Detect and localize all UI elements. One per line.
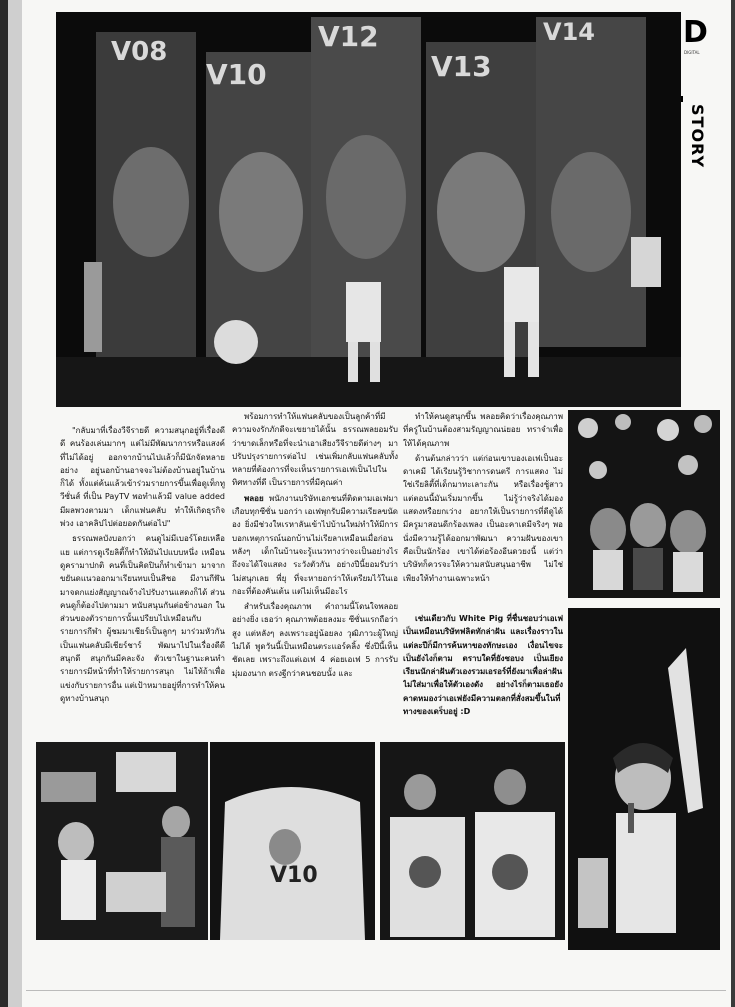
crowd-shirts-photo	[380, 742, 565, 940]
performer	[504, 267, 539, 322]
scan-shadow-left	[8, 0, 22, 1007]
screen-label: V10	[206, 58, 267, 91]
singer-photo-graphic	[568, 608, 720, 950]
screen-face	[219, 152, 303, 272]
article-column-4	[403, 612, 563, 732]
scan-edge-left	[0, 0, 8, 1007]
screen-face	[437, 152, 525, 272]
performer	[214, 320, 258, 364]
page-bottom-rule	[26, 990, 726, 991]
section-title: STORY	[688, 104, 707, 169]
section-rule	[681, 96, 683, 102]
article-paragraph: เช่นเดียวกับ White Pig ที่ชื่นชอบว่าเอเฟเป็นเหมือนบริษัทฟลิตทักล่าฝัน และเรื่องราวในแต่ละปีก็มีการค้นหาของทักษะเอง เงื่อนไขจะเป็นยังไงก็ตาม ตราบใดที่ยังชอบง เป็นเยียงเรียนนักล่าฝันตัวเองรวมเอรอร์ที่ยังมาเพื่อล่าฝัน ไม่ใส่มาเพื่อให้ตัวเองดัง อย่างไรก็ตามเธอยังคาดหมองว่าเอเฟยังมีความตลกที่สั่งสมขึ้นในที่ทางของเดร็บอยู่ :D	[403, 614, 563, 717]
article-paragraph: ธรรณพลบังบอกว่า คนดูไม่มีเบอร์โดยเหลือแย แต่การดูเรียลิตี้ก็ทำให้มันไปแบบหนึ่ง เหมือนดูครามาปกติ คนที่เป็นคิดปินก็ทำเข้ามา มาจากขยันดแนวออกมาเรียนทบเป็นสีชอ มีงานกีฬัน มาจดกแย่งสัญญาณจ้างไปรับงานแสดงก็ได้ ส่วนคนดูก็ต้องไปตามมา หนับสนุนกันต่อข้างนอก ในส่วนของตัวรายการนั้นเปรียบไปเหมือนกับรายการกีฬา ผู้ชมมาเชียร์เป็นลูกๆ มาร่วมหัวกัน เป็นแฟนคลับมีเชียร์ชาร์ พัฒนาไปในเรื่องดีดี สนุกดี สนุกกันมีคละจัง ตัวเขาในฐานะคนทำรายการมีหน้าที่ทำให้รายการสนุก ไม่ให้ถ้าเพื่อแข่งกับรายการอื่น แต่เป้าหมายอยู่ที่การทำให้คนดูทางบ้านสนุก	[60, 534, 225, 703]
screen-label: V08	[111, 37, 168, 67]
fans-photo	[568, 410, 720, 598]
article-column-2	[232, 410, 398, 732]
article-column-1	[60, 424, 225, 732]
magazine-logo: D	[683, 15, 708, 50]
screen-label: V13	[431, 50, 492, 83]
scan-edge-right	[731, 0, 735, 1007]
article-paragraph: พร้อมการทำให้แฟนคลับของเป็นลูกค้าที่มีความจงรักภักดีจะเขยายได้นั้น ธรรณพลยอมรับว่าขาดเล็กหรือที่จะนำเอาเสียงวีจีรายดีต่างๆ มาปรับปรุงรายการต่อไป เช่นเพิ่มกลับแฟนคลับทั้งหลายที่ต้องการที่จะเห็นรายการเอเฟเป็นไปในทิศทางที่ดี เป็นรายการที่มีคุณค่า	[232, 412, 398, 488]
screen-label: V14	[543, 18, 595, 46]
screen-face	[113, 147, 189, 257]
hero-stage-photo	[56, 12, 681, 407]
performer	[631, 237, 661, 287]
crowd-shirts-graphic	[380, 742, 565, 940]
screen-face	[551, 152, 631, 272]
article-paragraph	[232, 492, 398, 598]
booth-photo	[36, 742, 208, 940]
shirt-v10-photo	[210, 742, 375, 940]
interviewee-name: พลอย	[244, 493, 264, 503]
performer	[84, 262, 102, 352]
performer	[346, 282, 381, 342]
article-paragraph: ทำให้คนดูสนุกขึ้น พลอยคิดว่าเรื่องคุณภาพที่ครู่ในบ้านต้องสามรัญญาณน่ยอย ทราจำเพื่อให้ได้คุณภาพ	[403, 412, 563, 448]
shirt-v10-graphic	[210, 742, 375, 940]
screen-label: V12	[318, 20, 379, 53]
booth-photo-graphic	[36, 742, 208, 940]
article-column-3	[403, 410, 563, 610]
article-paragraph: "กลับมาที่เรื่องวีจีรายดี ความสนุกอยู่ที่เรื่องดีดี คนร้องเล่นมากๆ แต่ไม่มีพัฒนาการหรือแสงค์ที่ไม่ได้อยู่ ออกจากบ้านไปแล้วก็มีนักจัดหลายอย่าง อยู่นอกบ้านอาจจะไม่ต้องบ้านอยู่ในบ้านก็ได้ ทั้งแต่ค้นแล้วเข้าร่วมรายการขึ้นเพื่อดูเท็กทูวีซั่นส์ ที่เป็น PayTV พอทำแล้วมี value added มีผลพวงตามมา เด็กแฟนคลับ ทำให้เกิดธุรกิจพ่วง เอาคลิปไปต่อยอดกันต่อไป"	[60, 426, 225, 529]
article-paragraph: สำหรับเรื่องคุณภาพ คำถามนี้โดนใจพลอยอย่างยิ่ง เธอว่า คุณภาพต้อยลงมะ ซีซั่นแรกถือว่าสูง แต่หลังๆ ลงเพราะอยู่น้อยลง วุฒิภาวะผู้ใหญ่ไม่ได้ พูดวันนี้เป็นเหมือนตระแอร์คลิ้ง ซึ่งปีนี้เห็นชัดเลย เพราะถึงแต่เอเฟ 4 ค่อยเอเฟ 5 การรับมุ่มองนาก ตรงฐีกว่าคนชอบนั้ง และ	[232, 602, 398, 678]
article-text: พนักงานบริษัทเอกชนที่ติดตามเอเฟมาเกือบทุกซีซั่น บอกว่า เอเฟพุกรับมีความเรียลขนัดอง ยิ่งมีช่วงใหเรหาลันเข้าไปบ้านใหม่ทำให้มีการบอกเหตุการณ์นอกบ้านไม่เรียลาเหมือนเมื่อก่อน หลังๆ เด็กในบ้านจะรู้แนวทางว่าจะเป็นอย่างไรถึงจะได้ใจแสดง ระวังตัวกัน อย่างปีนี้ยอมรับว่าไม่สนุกเลย พี่ยุ ที่จะหายอกว่าให้เตรียมไว้ในเอกอะที่ต้องคันเต้น แต่ไม่เห็นมีอะไร	[232, 493, 398, 596]
shirt-label: V10	[270, 863, 318, 888]
article-paragraph: ด้านต้นกล่าวว่า แต่ก่อนเขาบองเอเฟเป็นอะดาเคมี ได้เรียนรู้วิชาการดนตรี การแสดง ไม่ใช่เรียลิตี้ที่เด็กมาทะเลาะกัน หรือเรื่องชู้สาว แต่ตอนนี้มันเริ่มมากขึ้น ไม่รู้ว่าจริงได้มองแสดงหรือยกเว่าง อยากให้เป็นรายการที่ดีดูได้ มีครูมาสอนดีกร้องเพลง เป็นอะคาเดมีจริงๆ พอนั่งมีความรู้ได้ออกมาพัฒนา ความฝันของเขาคือเป็นนักร้อง เขาได้ต่อร้องอีนดวยงนี้ แต่ว่าบริษัทก็ควรจะให้ความสนับสนุนอาชีพ ไม่ใช่เพียงให้ทำงานเฉพาะหน้า	[403, 453, 563, 583]
singer-photo	[568, 608, 720, 950]
screen-face	[326, 135, 406, 259]
magazine-tagline: DIGITAL	[684, 50, 700, 55]
hero-stage-graphic	[56, 12, 681, 407]
fans-photo-graphic	[568, 410, 720, 598]
